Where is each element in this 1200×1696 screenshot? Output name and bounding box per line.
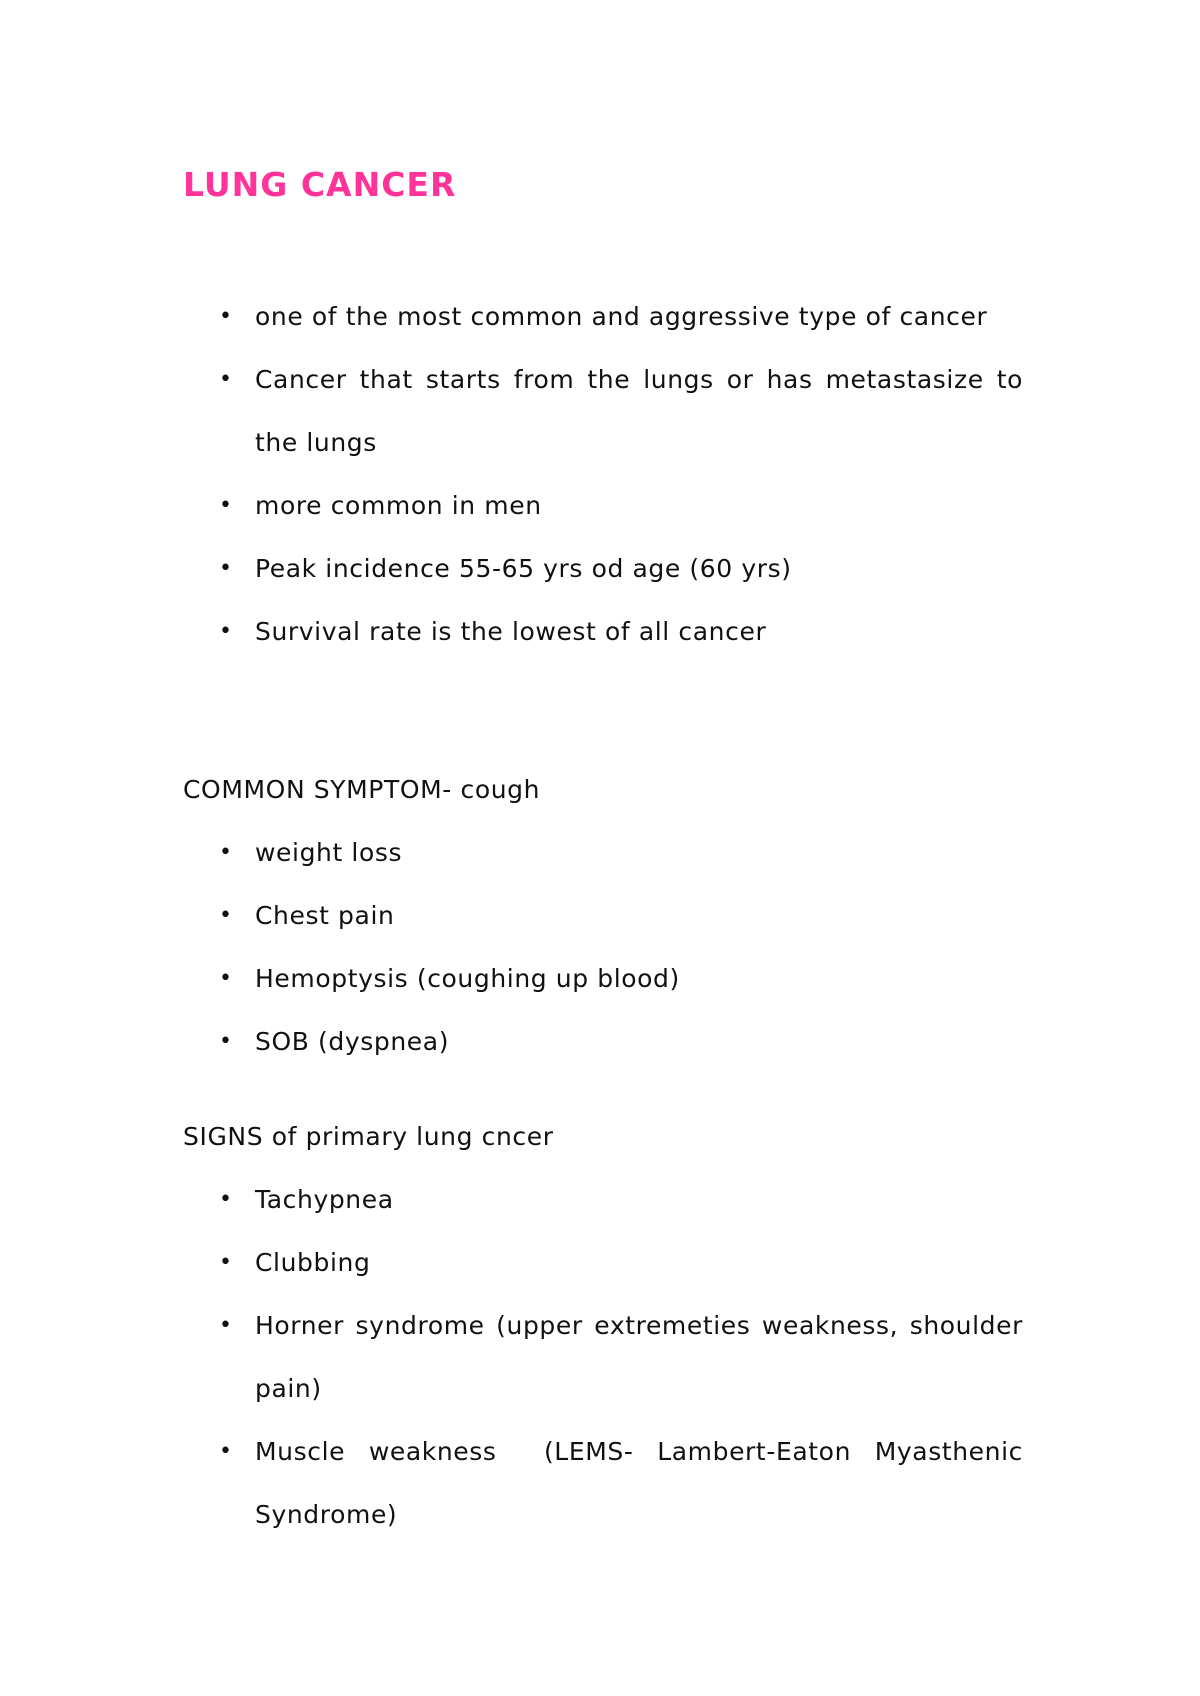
list-item-text: Tachypnea — [255, 1185, 394, 1214]
list-item — [183, 1420, 1032, 1546]
list-item-text: one of the most common and aggressive type of cancer — [255, 302, 988, 331]
signs-bullet-list — [183, 1168, 1032, 1546]
bullet-dot-icon: • — [219, 556, 233, 581]
bullet-dot-icon: • — [219, 1187, 233, 1212]
list-item — [183, 348, 1023, 474]
bullet-dot-icon: • — [219, 1439, 233, 1464]
bullet-dot-icon: • — [219, 493, 233, 518]
symptoms-bullet-list — [183, 821, 1023, 1073]
list-item — [183, 537, 1023, 600]
bullet-dot-icon: • — [219, 619, 233, 644]
bullet-dot-icon: • — [219, 367, 233, 392]
list-item-text: Peak incidence 55-65 yrs od age (60 yrs) — [255, 554, 792, 583]
list-item-text: Horner syndrome (upper extremeties weakness, shoulder pain) — [255, 1311, 1023, 1403]
intro-bullet-list — [183, 285, 1023, 663]
list-item — [183, 1231, 1023, 1294]
list-item-text: Chest pain — [255, 901, 395, 930]
list-item — [183, 1168, 1023, 1231]
list-item — [183, 947, 1023, 1010]
bullet-dot-icon: • — [219, 1029, 233, 1054]
list-item-text: weight loss — [255, 838, 403, 867]
bullet-dot-icon: • — [219, 966, 233, 991]
list-item-text: SOB (dyspnea) — [255, 1027, 450, 1056]
list-item — [183, 600, 1023, 663]
list-item-text: Muscle weakness (LEMS- Lambert-Eaton Myasthenic Syndrome) — [255, 1437, 1032, 1529]
bullet-dot-icon: • — [219, 903, 233, 928]
bullet-dot-icon: • — [219, 304, 233, 329]
bullet-dot-icon: • — [219, 1313, 233, 1338]
bullet-dot-icon: • — [219, 840, 233, 865]
list-item — [183, 1294, 1023, 1420]
symptoms-heading: COMMON SYMPTOM- cough — [183, 775, 541, 804]
list-item-text: more common in men — [255, 491, 542, 520]
list-item — [183, 285, 1023, 348]
list-item-text: Survival rate is the lowest of all cancer — [255, 617, 767, 646]
list-item-text: Cancer that starts from the lungs or has metastasize to the lungs — [255, 365, 1023, 457]
list-item-text: Hemoptysis (coughing up blood) — [255, 964, 680, 993]
list-item — [183, 1010, 1023, 1073]
list-item — [183, 474, 1023, 537]
list-item — [183, 884, 1023, 947]
document-title: LUNG CANCER — [183, 165, 457, 204]
list-item — [183, 821, 1023, 884]
signs-heading: SIGNS of primary lung cncer — [183, 1122, 554, 1151]
list-item-text: Clubbing — [255, 1248, 371, 1277]
bullet-dot-icon: • — [219, 1250, 233, 1275]
